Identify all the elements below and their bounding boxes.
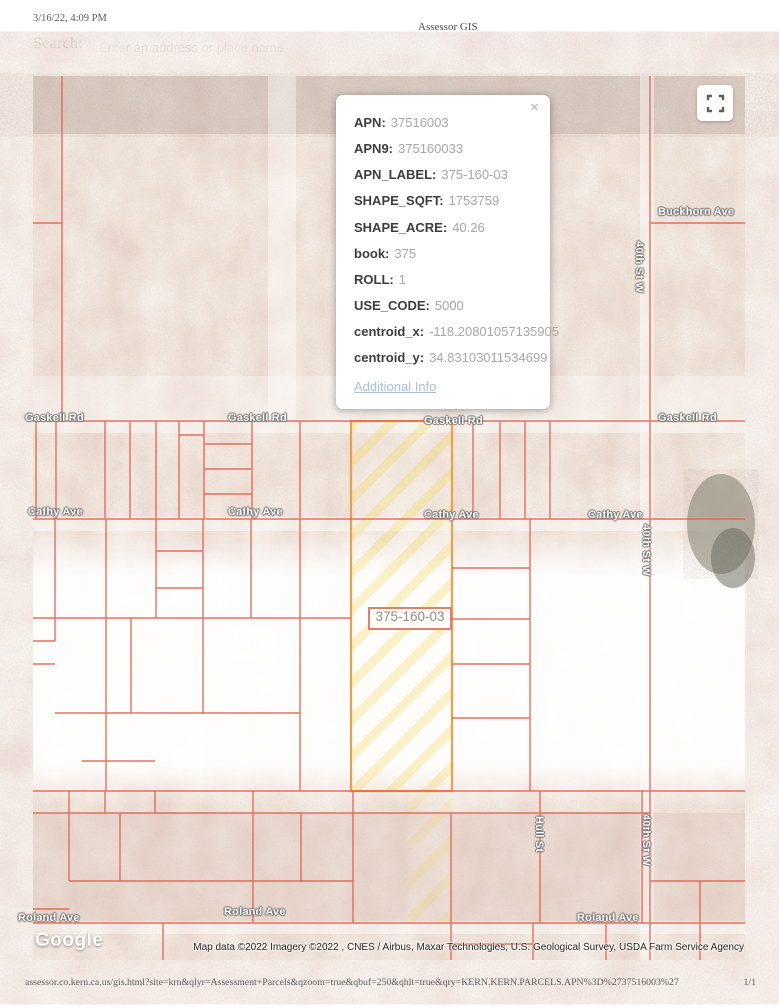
- print-title: Assessor GIS: [418, 21, 478, 33]
- google-logo[interactable]: Google: [35, 930, 104, 951]
- popup-field-row: [354, 247, 532, 261]
- road-label: Roland Ave: [224, 906, 286, 918]
- road-label: 40th St W: [640, 814, 652, 866]
- road-label: Gaskell Rd: [25, 412, 84, 424]
- field-label: APN_LABEL:: [354, 167, 437, 183]
- field-label: SHAPE_ACRE:: [354, 219, 448, 235]
- field-value: 375-160-03: [441, 167, 508, 183]
- road-label: Roland Ave: [18, 912, 80, 924]
- additional-info-link[interactable]: Additional Info: [354, 379, 437, 395]
- road-label: Cathy Ave: [228, 506, 283, 518]
- road-label: Hull St: [533, 816, 545, 853]
- road-label: Cathy Ave: [28, 506, 83, 518]
- field-value: 375160033: [398, 141, 464, 157]
- field-value: 37516003: [390, 115, 449, 130]
- field-label: USE_CODE:: [354, 297, 430, 313]
- field-label: centroid_y:: [354, 350, 425, 366]
- fullscreen-icon: [707, 95, 724, 112]
- popup-field-row: [354, 142, 532, 156]
- fullscreen-button[interactable]: [697, 85, 733, 121]
- field-label: APN9:: [354, 141, 394, 157]
- map-attribution: Map data ©2022 Imagery ©2022 , CNES / Airbus, Maxar Technologies, U.S. Geological Survey, USDA Farm Service Agency: [193, 942, 744, 953]
- close-icon[interactable]: ×: [530, 99, 539, 116]
- popup-field-row: [354, 194, 532, 208]
- road-label: Cathy Ave: [588, 509, 643, 521]
- road-label: Cathy Ave: [424, 509, 479, 521]
- popup-field-row: [354, 168, 532, 182]
- popup-field-row: [354, 116, 532, 130]
- popup-field-row: [354, 350, 548, 366]
- popup-field-row: [354, 299, 532, 313]
- road-label: Gaskell Rd: [228, 412, 287, 424]
- road-label: Roland Ave: [577, 912, 639, 924]
- field-value: 1: [398, 271, 406, 287]
- field-label: SHAPE_SQFT:: [354, 193, 444, 209]
- page-number: 1/1: [743, 977, 756, 988]
- field-value: 5000: [434, 297, 464, 313]
- popup-fields: [354, 115, 559, 366]
- road-label: Gaskell Rd: [658, 412, 717, 424]
- print-footer: [25, 977, 756, 988]
- field-value: 1753759: [448, 193, 500, 209]
- road-label: 40th St W: [640, 524, 652, 576]
- parcel-label: 375-160-03: [368, 607, 452, 630]
- field-value: 40.26: [452, 219, 485, 235]
- popup-field-row: [354, 273, 532, 287]
- field-value: 375: [394, 245, 417, 261]
- field-label: book:: [354, 245, 390, 261]
- popup-field-row: [354, 221, 532, 235]
- map-canvas[interactable]: [18, 76, 745, 960]
- field-label: centroid_x:: [354, 324, 425, 340]
- road-label: 40th St W: [633, 241, 645, 293]
- info-popup: [336, 95, 559, 409]
- field-value: 34.83103011534699: [429, 350, 548, 366]
- field-label: ROLL:: [354, 271, 394, 287]
- footer-url: assessor.co.kern.ca.us/gis.html?site=krn&qlyr=Assessment+Parcels&qzoom=true&qbuf=250&qhlt=true&qry=KERN.KERN.PARCELS.APN%3D%2737516003%27: [25, 977, 679, 988]
- print-date: 3/16/22, 4:09 PM: [33, 13, 107, 24]
- search-input[interactable]: Enter an address or place name: [99, 40, 284, 55]
- road-label: Gaskell Rd: [424, 415, 483, 427]
- popup-field-row: [354, 324, 559, 340]
- road-label: Buckhorn Ave: [658, 206, 735, 218]
- field-value: -118.20801057135905: [429, 324, 559, 340]
- field-label: APN:: [354, 115, 386, 130]
- search-label: Search:: [33, 35, 84, 52]
